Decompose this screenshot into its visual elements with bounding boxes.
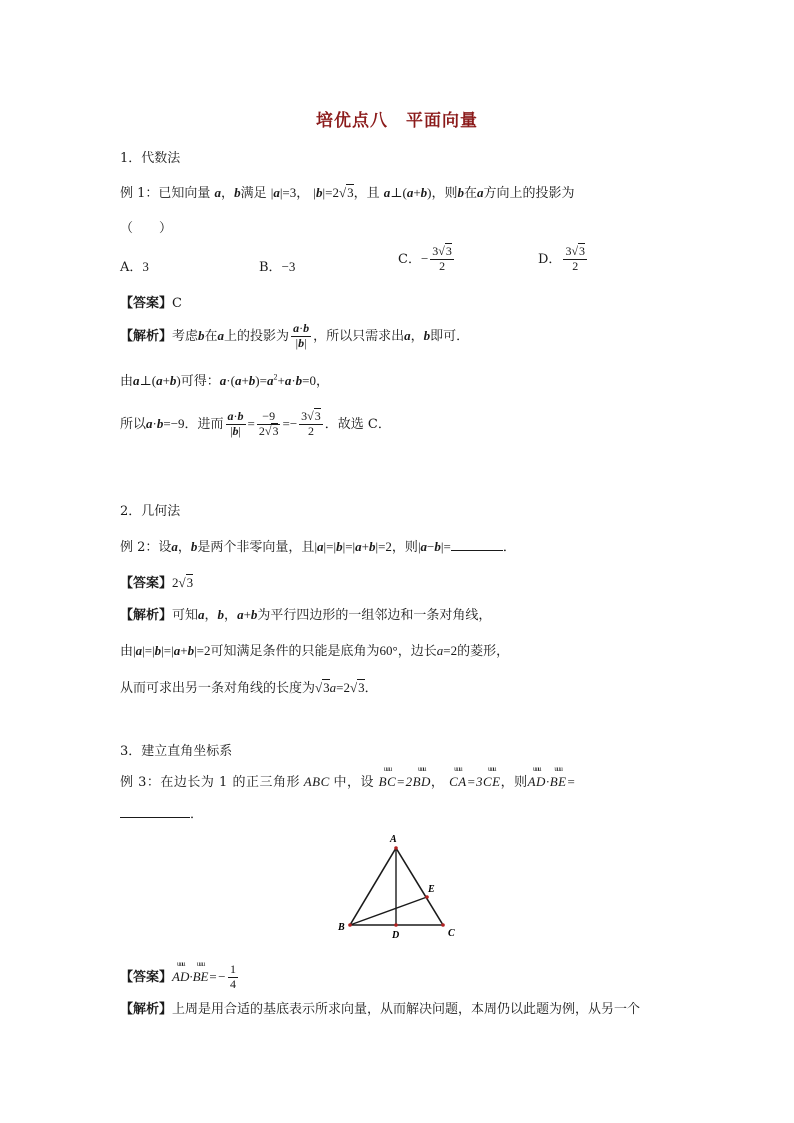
analysis-2-line3: 从而可求出另一条对角线的长度为√3a=2√3． (120, 680, 378, 696)
example-1-paren: （ ） (120, 221, 173, 236)
example-3-blank: ． (120, 803, 203, 822)
label-b: B (338, 922, 345, 933)
label-a: A (390, 834, 397, 845)
analysis-2-line1: 【解析】可知a，b，a+b为平行四边形的一组邻边和一条对角线， (120, 607, 492, 623)
segment-be (350, 897, 427, 925)
point-e (425, 895, 429, 899)
page-title: 培优点八 平面向量 (316, 111, 478, 131)
analysis-1-line1: 【解析】考虑b在a上的投影为 $\frac{a\cdot b}{|b|}$ ，所以只需求出a，b即可． (120, 321, 470, 350)
section-heading-1: 1．代数法 (120, 151, 181, 166)
triangle-figure (330, 828, 470, 943)
answer-1: 【答案】C (120, 296, 182, 311)
example-3: 例 3：在边长为 1 的正三角形 ABC 中，设 uuu BC=2uuu BD， uuu CA=3uuu CE，则uuu AD·uuu BE= (120, 771, 576, 790)
side-ac (396, 848, 443, 925)
point-d (394, 923, 398, 927)
option-b: B．−3 (259, 259, 296, 275)
analysis-3-line1: 【解析】上周是用合适的基底表示所求向量，从而解决问题，本周仍以此题为例，从另一个 (120, 1002, 641, 1017)
section-heading-3: 3．建立直角坐标系 (120, 744, 233, 759)
point-a (394, 846, 398, 850)
option-d: D． $\frac{3√3}{2}$ (538, 244, 586, 273)
answer-2: 【答案】2√3 (120, 575, 194, 591)
example-2: 例 2：设a，b是两个非零向量，且|a|=|b|=|a+b|=2，则|a−b|= ． (120, 539, 516, 555)
analysis-1-line3: 所以a·b=−9．进而 $\frac{a\cdot b}{|b|}$ = $\frac{-9}{2√3}$ =− $\frac{3√3}{2}$ ．故选 C． (120, 409, 391, 438)
option-c: C．− $\frac{3√3}{2}$ (398, 244, 452, 273)
label-c: C (448, 928, 455, 939)
section-heading-2: 2．几何法 (120, 504, 181, 519)
analysis-1-line2: 由a⊥(a+b)可得：$a\cdot(a+b)=a^2+a\cdot b=0$， (120, 372, 330, 389)
point-b (348, 923, 352, 927)
option-a: A．3 (120, 259, 149, 275)
answer-3: 【答案】uuu AD·uuu BE=− $\frac{1}{4}$ (120, 963, 240, 992)
side-ab (350, 848, 396, 925)
point-c (441, 923, 445, 927)
label-e: E (428, 884, 435, 895)
label-d: D (392, 930, 400, 941)
analysis-2-line2: 由|a|=|b|=|a+b|=2可知满足条件的只能是底角为60°，边长a=2的菱形， (120, 643, 510, 659)
example-1: 例 1：已知向量 a，b满足 |a|=3， |b|=2√3，且 a⊥(a+b)，则b在a方向上的投影为 (120, 185, 575, 201)
